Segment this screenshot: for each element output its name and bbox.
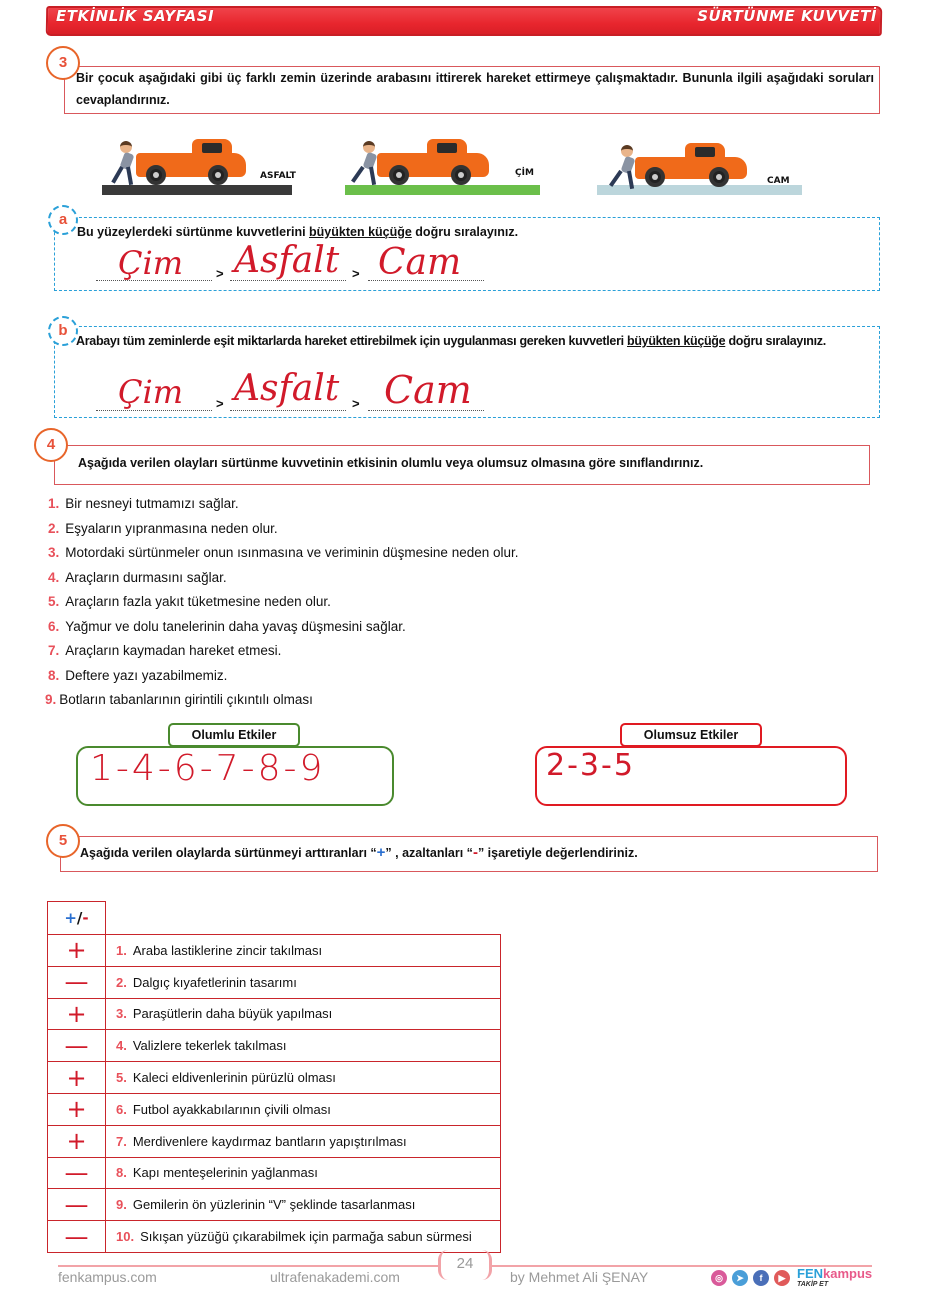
row-number: 2. xyxy=(116,974,127,990)
table-row xyxy=(48,1030,501,1062)
wheel-icon xyxy=(451,165,471,185)
item-number: 7. xyxy=(48,643,60,658)
scene-glass xyxy=(597,135,802,195)
instagram-icon[interactable]: ◎ xyxy=(711,1270,727,1286)
q5-prompt xyxy=(80,842,638,864)
child-icon xyxy=(621,145,633,157)
item-text: Araçların kaymadan hareket etmesi. xyxy=(65,643,282,658)
wheel-icon xyxy=(146,165,166,185)
surface-label-grass: ÇİM xyxy=(515,168,534,178)
item-text: Yağmur ve dolu tanelerinin daha yavaş düşmesini sağlar. xyxy=(65,618,406,634)
item-text: Deftere yazı yazabilmemiz. xyxy=(65,667,228,683)
question-number-5: 5 xyxy=(46,824,80,858)
surface-label-glass: CAM xyxy=(767,176,790,186)
row-text: Araba lastiklerine zincir takılması xyxy=(132,942,323,958)
plus-sign: + xyxy=(376,844,386,861)
glass-ground xyxy=(597,185,802,195)
row-number: 3. xyxy=(116,1006,127,1022)
child-leg xyxy=(111,166,123,184)
item-text: Botların tabanlarının girintili çıkıntılı olması xyxy=(59,692,313,707)
minus-sign: - xyxy=(82,909,89,927)
item-text: Araçların fazla yakıt tüketmesine neden olur. xyxy=(65,594,331,609)
brand-fen: FEN xyxy=(797,1266,823,1281)
answer-mark: — xyxy=(48,1157,106,1189)
positive-effects-label: Olumlu Etkiler xyxy=(168,723,300,747)
table-row xyxy=(48,1157,501,1189)
q3b-prompt-pre: Arabayı tüm zeminlerde eşit miktarlarda hareket ettirebilmek için uygulanması gereken kuvvetleri xyxy=(76,334,627,348)
youtube-icon[interactable]: ▶ xyxy=(774,1270,790,1286)
answer-line xyxy=(230,410,346,411)
plus-minus-header xyxy=(48,902,106,935)
row-number: 4. xyxy=(116,1038,127,1054)
table-row xyxy=(48,935,501,967)
row-text: Merdivenlere kaydırmaz bantların yapıştırılması xyxy=(132,1133,407,1149)
table-cell-text xyxy=(106,966,501,998)
row-number: 8. xyxy=(116,1165,127,1181)
child-icon xyxy=(363,141,375,153)
item-number: 2. xyxy=(48,520,60,536)
list-item xyxy=(48,617,519,642)
asphalt-ground xyxy=(102,185,292,195)
scene-grass xyxy=(345,135,540,195)
row-text: Kaleci eldivenlerinin pürüzlü olması xyxy=(132,1070,336,1086)
q3a-prompt-post: doğru sıralayınız. xyxy=(411,225,519,239)
item-number: 5. xyxy=(48,594,60,609)
list-item xyxy=(48,494,519,519)
greater-than-sign: > xyxy=(216,396,224,411)
brand-logo xyxy=(797,1266,872,1281)
row-number: 5. xyxy=(116,1070,127,1086)
grass-ground xyxy=(345,185,540,195)
header-right-title: SÜRTÜNME KUVVETİ xyxy=(697,7,877,25)
q3b-prompt xyxy=(76,330,878,352)
greater-than-sign: > xyxy=(352,266,360,281)
table-row xyxy=(48,1221,501,1253)
minus-sign: - xyxy=(472,844,478,861)
table-header-row xyxy=(48,902,501,935)
child-leg xyxy=(126,167,133,185)
row-number: 10. xyxy=(116,1229,135,1245)
negative-effects-label: Olumsuz Etkiler xyxy=(620,723,762,747)
answer-mark: — xyxy=(48,1189,106,1221)
answer-mark: + xyxy=(48,1093,106,1125)
row-number: 1. xyxy=(116,942,127,958)
table-row xyxy=(48,1062,501,1094)
answer-mark: + xyxy=(48,1125,106,1157)
item-number: 8. xyxy=(48,667,60,683)
q5-prompt-post: ” işaretiyle değerlendiriniz. xyxy=(477,846,638,860)
table-row xyxy=(48,1125,501,1157)
list-item xyxy=(48,519,519,544)
list-item xyxy=(45,690,519,715)
list-item xyxy=(48,666,519,691)
table-cell-text xyxy=(106,1221,501,1253)
q3b-handwritten-answer-2: Asfalt xyxy=(234,368,340,409)
plus-sign: + xyxy=(64,909,77,927)
truck-window xyxy=(437,143,457,153)
slash-sign: / xyxy=(76,909,83,927)
negative-effects-answer: 2-3-5 xyxy=(546,748,635,783)
wheel-icon xyxy=(709,167,729,187)
item-text: Araçların durmasını sağlar. xyxy=(65,569,227,585)
item-text: Motordaki sürtünmeler onun ısınmasına ve veriminin düşmesine neden olur. xyxy=(65,545,519,560)
item-text: Bir nesneyi tutmamızı sağlar. xyxy=(65,496,239,511)
q3a-prompt-underlined: büyükten küçüğe xyxy=(309,225,412,239)
item-text: Eşyaların yıpranmasına neden olur. xyxy=(65,520,278,536)
row-text: Dalgıç kıyafetlerinin tasarımı xyxy=(132,974,297,990)
table-cell-text xyxy=(106,935,501,967)
list-item xyxy=(48,641,519,666)
question-number-3: 3 xyxy=(46,46,80,80)
truck-window xyxy=(202,143,222,153)
table-cell-text xyxy=(106,1189,501,1221)
question-number-4: 4 xyxy=(34,428,68,462)
answer-mark: + xyxy=(48,935,106,967)
list-item xyxy=(48,592,519,617)
list-item xyxy=(48,543,519,568)
footer-divider-left xyxy=(58,1265,438,1267)
item-number: 3. xyxy=(48,545,60,560)
answer-mark: + xyxy=(48,1062,106,1094)
table-row xyxy=(48,1093,501,1125)
greater-than-sign: > xyxy=(352,396,360,411)
table-cell-text xyxy=(106,1125,501,1157)
item-number: 4. xyxy=(48,569,60,585)
facebook-icon[interactable]: f xyxy=(753,1270,769,1286)
answer-mark: — xyxy=(48,966,106,998)
q5-table xyxy=(47,901,501,1253)
table-row xyxy=(48,1189,501,1221)
row-text: Valizlere tekerlek takılması xyxy=(132,1038,287,1054)
subquestion-letter-a: a xyxy=(48,205,78,235)
q4-event-list xyxy=(45,494,519,715)
table-cell-text xyxy=(106,1030,501,1062)
brand-subtitle: TAKİP ET xyxy=(797,1281,829,1288)
row-number: 7. xyxy=(116,1133,127,1149)
q3a-handwritten-answer-2: Asfalt xyxy=(234,240,340,281)
table-cell-text xyxy=(106,1062,501,1094)
positive-effects-answer: 1-4-6-7-8-9 xyxy=(90,748,326,789)
child-leg xyxy=(369,167,376,185)
header-left-title: ETKİNLİK SAYFASI xyxy=(56,7,215,25)
row-text: Gemilerin ön yüzlerinin “V” şeklinde tasarlanması xyxy=(132,1197,416,1213)
q5-prompt-pre: Aşağıda verilen olaylarda sürtünmeyi arttıranları “ xyxy=(80,846,377,860)
list-item xyxy=(48,568,519,593)
row-text: Paraşütlerin daha büyük yapılması xyxy=(132,1006,333,1022)
q3b-handwritten-answer-3: Cam xyxy=(384,368,472,412)
footer-author: by Mehmet Ali ŞENAY xyxy=(510,1269,649,1285)
wheel-icon xyxy=(208,165,228,185)
footer-site-fenkampus[interactable]: fenkampus.com xyxy=(58,1269,157,1285)
subquestion-letter-b: b xyxy=(48,316,78,346)
footer-site-ultrafenakademi[interactable]: ultrafenakademi.com xyxy=(270,1269,400,1285)
row-number: 9. xyxy=(116,1197,127,1213)
table-row xyxy=(48,966,501,998)
row-number: 6. xyxy=(116,1101,127,1117)
page-number: 24 xyxy=(438,1250,492,1280)
surface-label-asphalt: ASFALT xyxy=(260,171,296,181)
truck-window xyxy=(695,147,715,157)
q3a-handwritten-answer-1: Çim xyxy=(118,244,184,282)
child-icon xyxy=(120,141,132,153)
table-cell-text xyxy=(106,998,501,1030)
answer-mark: + xyxy=(48,998,106,1030)
answer-mark: — xyxy=(48,1221,106,1253)
item-number: 9. xyxy=(45,692,57,707)
q3-prompt: Bir çocuk aşağıdaki gibi üç farklı zemin üzerinde arabasını ittirerek hareket ettirmeye çalışmaktadır. Bununla ilgili aşağıdaki soruları cevaplandırınız. xyxy=(76,71,874,107)
item-number: 1. xyxy=(48,496,60,511)
q3a-handwritten-answer-3: Cam xyxy=(378,242,462,283)
table-row xyxy=(48,998,501,1030)
header-blank xyxy=(106,902,501,935)
wheel-icon xyxy=(645,167,665,187)
answer-mark: — xyxy=(48,1030,106,1062)
q3a-prompt-pre: Bu yüzeylerdeki sürtünme kuvvetlerini xyxy=(77,225,310,239)
child-leg xyxy=(351,166,365,183)
table-cell-text xyxy=(106,1093,501,1125)
q3b-handwritten-answer-1: Çim xyxy=(118,373,184,411)
greater-than-sign: > xyxy=(216,266,224,281)
brand-kampus: kampus xyxy=(823,1266,873,1281)
row-text: Kapı menteşelerinin yağlanması xyxy=(132,1165,318,1181)
table-cell-text xyxy=(106,1157,501,1189)
q5-prompt-mid: ” , azaltanları “ xyxy=(385,846,473,860)
item-number: 6. xyxy=(48,618,60,634)
row-text: Sıkışan yüzüğü çıkarabilmek için parmağa sabun sürmesi xyxy=(140,1229,472,1245)
q3b-prompt-underlined: büyükten küçüğe xyxy=(627,334,726,348)
q4-prompt: Aşağıda verilen olayları sürtünme kuvvetinin etkisinin olumlu veya olumsuz olmasına göre sınıflandırınız. xyxy=(78,456,704,470)
row-text: Futbol ayakkabılarının çivili olması xyxy=(132,1101,331,1117)
scene-asphalt xyxy=(102,135,296,195)
telegram-icon[interactable]: ➤ xyxy=(732,1270,748,1286)
q3b-prompt-post: doğru sıralayınız. xyxy=(725,334,826,348)
wheel-icon xyxy=(389,165,409,185)
